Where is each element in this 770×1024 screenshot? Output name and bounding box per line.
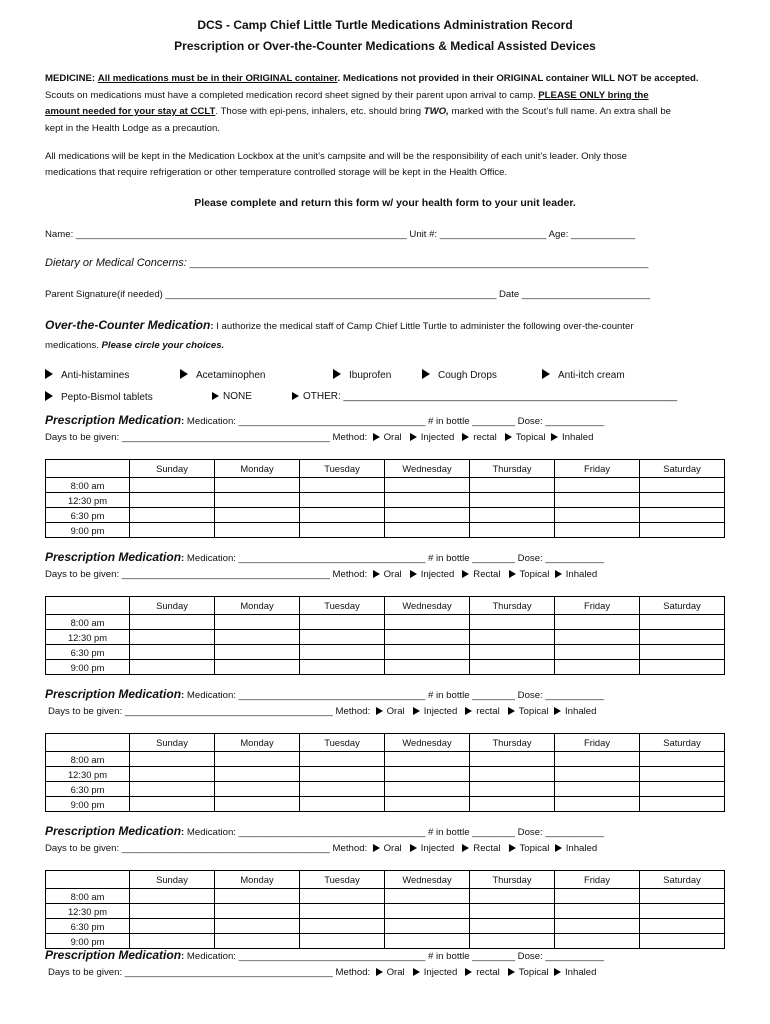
arrow-right-icon (292, 392, 299, 400)
day-header: Thursday (470, 734, 555, 752)
day-header: Saturday (640, 460, 725, 478)
day-header: Wednesday (385, 734, 470, 752)
intro-line-3: amount needed for your stay at CCLT. Those with epi-pens, inhalers, etc. should bring TWO, marked with the Scout’s full name. An extra shall be (45, 106, 671, 117)
dose-cell[interactable] (640, 478, 725, 493)
dose-cell[interactable] (470, 478, 555, 493)
arrow-right-icon (509, 570, 516, 578)
dose-cell[interactable] (130, 889, 215, 904)
arrow-right-icon (465, 707, 472, 715)
dose-cell[interactable] (130, 782, 215, 797)
dose-cell[interactable] (300, 889, 385, 904)
dose-cell[interactable] (300, 660, 385, 675)
day-header: Thursday (470, 871, 555, 889)
time-label: 9:00 pm (46, 934, 130, 949)
dose-cell[interactable] (215, 523, 300, 538)
day-header: Tuesday (300, 597, 385, 615)
day-header: Monday (215, 597, 300, 615)
dose-cell[interactable] (300, 752, 385, 767)
rx-2-medication[interactable]: Prescription Medication: Medication: ___________________________________ # in bottle ________ Dose: ___________ (45, 550, 605, 564)
rx-4-medication[interactable]: Prescription Medication: Medication: ___________________________________ # in bottle ________ Dose: ___________ (45, 824, 605, 838)
day-header: Wednesday (385, 460, 470, 478)
dose-cell[interactable] (385, 767, 470, 782)
time-label: 8:00 am (46, 752, 130, 767)
time-label: 8:00 am (46, 478, 130, 493)
arrow-right-icon (509, 844, 516, 852)
dose-cell[interactable] (385, 782, 470, 797)
otc-option-acetaminophen[interactable]: Acetaminophen (180, 369, 266, 381)
day-header: Friday (555, 871, 640, 889)
name-unit-age-field[interactable]: Name: ______________________________________________________________ Unit #: ____________________ Age: ____________ (45, 229, 636, 240)
arrow-right-icon (410, 570, 417, 578)
dose-cell[interactable] (640, 645, 725, 660)
dose-cell[interactable] (215, 660, 300, 675)
dose-cell[interactable] (300, 904, 385, 919)
time-label: 8:00 am (46, 889, 130, 904)
dose-cell[interactable] (215, 889, 300, 904)
day-header: Wednesday (385, 871, 470, 889)
arrow-right-icon (554, 707, 561, 715)
dose-cell[interactable] (130, 797, 215, 812)
time-label: 6:30 pm (46, 645, 130, 660)
dose-cell[interactable] (555, 919, 640, 934)
rx-3-days-method[interactable]: Days to be given: _______________________________________ Method: Oral Injected rectal Topical Inhaled (48, 706, 597, 717)
day-header: Saturday (640, 871, 725, 889)
dose-cell[interactable] (385, 660, 470, 675)
dose-cell[interactable] (130, 904, 215, 919)
dose-cell[interactable] (385, 615, 470, 630)
arrow-right-icon (422, 369, 430, 379)
dose-cell[interactable] (215, 630, 300, 645)
dose-cell[interactable] (215, 645, 300, 660)
dose-cell[interactable] (385, 630, 470, 645)
arrow-right-icon (180, 369, 188, 379)
dose-cell[interactable] (470, 904, 555, 919)
arrow-right-icon (465, 968, 472, 976)
dose-cell[interactable] (215, 934, 300, 949)
dose-cell[interactable] (555, 508, 640, 523)
arrow-right-icon (410, 433, 417, 441)
dose-cell[interactable] (640, 493, 725, 508)
dose-cell[interactable] (385, 523, 470, 538)
day-header: Saturday (640, 734, 725, 752)
time-label: 8:00 am (46, 615, 130, 630)
time-label: 12:30 pm (46, 767, 130, 782)
dose-cell[interactable] (470, 645, 555, 660)
dose-cell[interactable] (130, 752, 215, 767)
dose-cell[interactable] (300, 645, 385, 660)
dose-cell[interactable] (470, 767, 555, 782)
day-header: Saturday (640, 597, 725, 615)
dose-cell[interactable] (215, 493, 300, 508)
dose-cell[interactable] (470, 615, 555, 630)
dose-cell[interactable] (640, 615, 725, 630)
dose-cell[interactable] (385, 508, 470, 523)
dose-cell[interactable] (130, 478, 215, 493)
arrow-right-icon (551, 433, 558, 441)
day-header: Thursday (470, 460, 555, 478)
time-label: 6:30 pm (46, 782, 130, 797)
arrow-right-icon (462, 570, 469, 578)
dose-cell[interactable] (130, 523, 215, 538)
dose-cell[interactable] (470, 752, 555, 767)
dose-cell[interactable] (640, 508, 725, 523)
dose-cell[interactable] (640, 767, 725, 782)
otc-option-ibuprofen[interactable]: Ibuprofen (333, 369, 391, 381)
dose-cell[interactable] (470, 523, 555, 538)
dose-cell[interactable] (215, 904, 300, 919)
dose-cell[interactable] (300, 919, 385, 934)
dose-cell[interactable] (300, 523, 385, 538)
time-label: 6:30 pm (46, 508, 130, 523)
dose-cell[interactable] (130, 767, 215, 782)
intro-line-6: medications that require refrigeration or other temperature controlled storage will be kept in the Health Office. (45, 167, 508, 178)
day-header: Monday (215, 871, 300, 889)
dose-cell[interactable] (385, 645, 470, 660)
dose-cell[interactable] (555, 660, 640, 675)
arrow-right-icon (505, 433, 512, 441)
dose-cell[interactable] (470, 797, 555, 812)
dose-cell[interactable] (130, 660, 215, 675)
dose-cell[interactable] (555, 934, 640, 949)
dose-cell[interactable] (555, 615, 640, 630)
arrow-right-icon (376, 707, 383, 715)
dietary-concerns-field[interactable]: Dietary or Medical Concerns: ______________________________________________________________________________________ (45, 257, 649, 269)
dose-cell[interactable] (300, 630, 385, 645)
otc-line-2: medications. Please circle your choices. (45, 340, 225, 351)
arrow-right-icon (462, 433, 469, 441)
dose-cell[interactable] (130, 645, 215, 660)
time-label: 12:30 pm (46, 493, 130, 508)
arrow-right-icon (555, 570, 562, 578)
intro-line-2: Scouts on medications must have a completed medication record sheet signed by their parent upon arrival to camp. PLEASE ONLY bring the (45, 90, 649, 101)
dose-cell[interactable] (130, 630, 215, 645)
time-label: 12:30 pm (46, 630, 130, 645)
dose-cell[interactable] (640, 523, 725, 538)
dose-cell[interactable] (130, 508, 215, 523)
rx-3-medication[interactable]: Prescription Medication: Medication: ___________________________________ # in bottle ________ Dose: ___________ (45, 687, 605, 701)
arrow-right-icon (508, 707, 515, 715)
dose-cell[interactable] (555, 767, 640, 782)
time-label: 9:00 pm (46, 523, 130, 538)
form-title: DCS - Camp Chief Little Turtle Medications Administration Record (197, 18, 573, 32)
dose-cell[interactable] (555, 797, 640, 812)
rx-1-schedule-table (45, 459, 725, 538)
arrow-right-icon (376, 968, 383, 976)
otc-option-anti-itch-cream[interactable]: Anti-itch cream (542, 369, 625, 381)
dose-cell[interactable] (470, 630, 555, 645)
dose-cell[interactable] (470, 493, 555, 508)
rx-4-schedule-table (45, 870, 725, 949)
dose-cell[interactable] (215, 767, 300, 782)
rx-5-medication[interactable]: Prescription Medication: Medication: ___________________________________ # in bottle ________ Dose: ___________ (45, 948, 605, 962)
dose-cell[interactable] (385, 889, 470, 904)
arrow-right-icon (462, 844, 469, 852)
dose-cell[interactable] (555, 904, 640, 919)
rx-3-schedule-table (45, 733, 725, 812)
otc-option-cough-drops[interactable]: Cough Drops (422, 369, 497, 381)
dose-cell[interactable] (555, 630, 640, 645)
day-header: Sunday (130, 597, 215, 615)
dose-cell[interactable] (215, 797, 300, 812)
day-header: Monday (215, 460, 300, 478)
dose-cell[interactable] (640, 630, 725, 645)
dose-cell[interactable] (385, 752, 470, 767)
dose-cell[interactable] (555, 523, 640, 538)
parent-signature-field[interactable]: Parent Signature(if needed) ______________________________________________________________ Date ________________________ (45, 289, 650, 300)
dose-cell[interactable] (385, 934, 470, 949)
dose-cell[interactable] (555, 493, 640, 508)
dose-cell[interactable] (215, 508, 300, 523)
dose-cell[interactable] (300, 478, 385, 493)
dose-cell[interactable] (640, 797, 725, 812)
day-header: Tuesday (300, 871, 385, 889)
dose-cell[interactable] (385, 493, 470, 508)
rx-5-days-method[interactable]: Days to be given: _______________________________________ Method: Oral Injected rectal Topical Inhaled (48, 967, 597, 978)
time-label: 9:00 pm (46, 797, 130, 812)
dose-cell[interactable] (130, 493, 215, 508)
dose-cell[interactable] (640, 934, 725, 949)
rx-4-days-method[interactable]: Days to be given: _______________________________________ Method: Oral Injected Rectal Topical Inhaled (45, 843, 598, 854)
arrow-right-icon (554, 968, 561, 976)
dose-cell[interactable] (215, 919, 300, 934)
rx-1-medication[interactable]: Prescription Medication: Medication: ___________________________________ # in bottle ________ Dose: ___________ (45, 413, 605, 427)
rx-2-schedule-table (45, 596, 725, 675)
dose-cell[interactable] (555, 478, 640, 493)
day-header: Tuesday (300, 460, 385, 478)
otc-option-none[interactable]: NONE (212, 391, 252, 402)
arrow-right-icon (555, 844, 562, 852)
dose-cell[interactable] (470, 889, 555, 904)
day-header: Sunday (130, 871, 215, 889)
time-label: 9:00 pm (46, 660, 130, 675)
arrow-right-icon (373, 570, 380, 578)
dose-cell[interactable] (300, 767, 385, 782)
arrow-right-icon (45, 369, 53, 379)
day-header: Friday (555, 734, 640, 752)
arrow-right-icon (413, 707, 420, 715)
day-header: Friday (555, 597, 640, 615)
intro-line-5: All medications will be kept in the Medication Lockbox at the unit’s campsite and will be the responsibility of each unit’s leader. Only those (45, 151, 627, 162)
dose-cell[interactable] (215, 752, 300, 767)
dose-cell[interactable] (470, 782, 555, 797)
dose-cell[interactable] (470, 660, 555, 675)
dose-cell[interactable] (130, 919, 215, 934)
rx-1-days-method[interactable]: Days to be given: _______________________________________ Method: Oral Injected rectal Topical Inhaled (45, 432, 594, 443)
dose-cell[interactable] (130, 934, 215, 949)
dose-cell[interactable] (385, 904, 470, 919)
dose-cell[interactable] (555, 752, 640, 767)
dose-cell[interactable] (385, 797, 470, 812)
dose-cell[interactable] (215, 478, 300, 493)
arrow-right-icon (373, 844, 380, 852)
time-label: 12:30 pm (46, 904, 130, 919)
arrow-right-icon (542, 369, 550, 379)
dose-cell[interactable] (300, 508, 385, 523)
day-header: Sunday (130, 734, 215, 752)
dose-cell[interactable] (300, 493, 385, 508)
arrow-right-icon (410, 844, 417, 852)
arrow-right-icon (45, 391, 53, 401)
instruction: Please complete and return this form w/ your health form to your unit leader. (194, 197, 576, 209)
dose-cell[interactable] (640, 904, 725, 919)
dose-cell[interactable] (300, 615, 385, 630)
arrow-right-icon (508, 968, 515, 976)
dose-cell[interactable] (555, 782, 640, 797)
dose-cell[interactable] (640, 752, 725, 767)
otc-section: Over-the-Counter Medication: I authorize the medical staff of Camp Chief Little Turtle to administer the following over-the-counter (45, 318, 634, 332)
dose-cell[interactable] (640, 919, 725, 934)
day-header: Tuesday (300, 734, 385, 752)
day-header: Monday (215, 734, 300, 752)
rx-2-days-method[interactable]: Days to be given: _______________________________________ Method: Oral Injected Rectal Topical Inhaled (45, 569, 598, 580)
day-header: Sunday (130, 460, 215, 478)
intro-line-1: MEDICINE: All medications must be in their ORIGINAL container. Medications not provided in their ORIGINAL container WILL NOT be accepted. (45, 73, 699, 84)
dose-cell[interactable] (130, 615, 215, 630)
dose-cell[interactable] (215, 782, 300, 797)
form-subtitle: Prescription or Over-the-Counter Medications & Medical Assisted Devices (174, 39, 596, 53)
dose-cell[interactable] (385, 478, 470, 493)
dose-cell[interactable] (640, 889, 725, 904)
otc-option-anti-histamines[interactable]: Anti-histamines (45, 369, 129, 381)
dose-cell[interactable] (300, 934, 385, 949)
arrow-right-icon (373, 433, 380, 441)
arrow-right-icon (413, 968, 420, 976)
dose-cell[interactable] (300, 782, 385, 797)
day-header: Friday (555, 460, 640, 478)
time-label: 6:30 pm (46, 919, 130, 934)
dose-cell[interactable] (555, 645, 640, 660)
day-header: Wednesday (385, 597, 470, 615)
dose-cell[interactable] (385, 919, 470, 934)
otc-option-pepto-bismol[interactable]: Pepto-Bismol tablets (45, 391, 153, 403)
dose-cell[interactable] (470, 934, 555, 949)
arrow-right-icon (212, 392, 219, 400)
arrow-right-icon (333, 369, 341, 379)
intro-line-4: kept in the Health Lodge as a precaution. (45, 123, 220, 134)
dose-cell[interactable] (470, 508, 555, 523)
dose-cell[interactable] (470, 919, 555, 934)
dose-cell[interactable] (215, 615, 300, 630)
dose-cell[interactable] (640, 782, 725, 797)
day-header: Thursday (470, 597, 555, 615)
dose-cell[interactable] (555, 889, 640, 904)
dose-cell[interactable] (300, 797, 385, 812)
otc-option-other[interactable]: OTHER: ____________________________________________________________ (292, 391, 677, 402)
dose-cell[interactable] (640, 660, 725, 675)
